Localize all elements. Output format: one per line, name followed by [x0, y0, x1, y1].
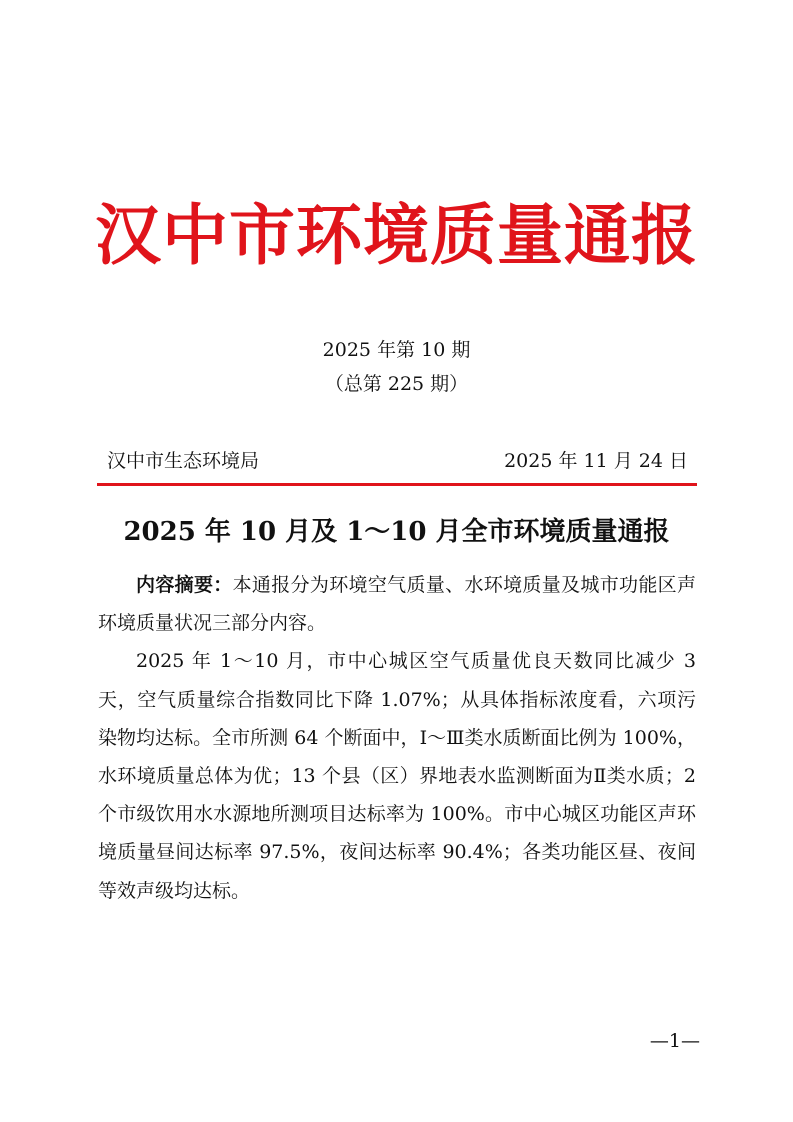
issue-date: 2025 年 11 月 24 日 — [504, 450, 688, 472]
issuer: 汉中市生态环境局 — [107, 450, 260, 472]
document-title: 2025 年 10 月及 1～10 月全市环境质量通报 — [123, 517, 670, 547]
document-body — [98, 566, 696, 910]
summary-paragraph — [98, 566, 696, 642]
page-number: —1— — [649, 1030, 700, 1052]
summary-text: 本通报分为环境空气质量、水环境质量及城市功能区声环境质量状况三部分内容。 — [98, 574, 696, 635]
masthead-title: 汉中市环境质量通报 — [95, 196, 698, 274]
header-divider — [97, 483, 697, 486]
summary-label: 内容摘要： — [136, 574, 233, 596]
issue-total: （总第 225 期） — [324, 373, 469, 395]
body-paragraph: 2025 年 1～10 月，市中心城区空气质量优良天数同比减少 3 天，空气质量综合指数同比下降 1.07%；从具体指标浓度看，六项污染物均达标。全市所测 64 个断面中，Ⅰ～Ⅲ类水质断面比例为 100%，水环境质量总体为优；13 个县（区）界地表水监测断面为Ⅱ类水质；2 个市级饮用水水源地所测项目达标率为 100%。市中心城区功能区声环境质量昼间达标率 97.5%，夜间达标率 90.4%；各类功能区昼、夜间等效声级均达标。 — [98, 650, 696, 902]
issue-number: 2025 年第 10 期 — [322, 339, 471, 361]
